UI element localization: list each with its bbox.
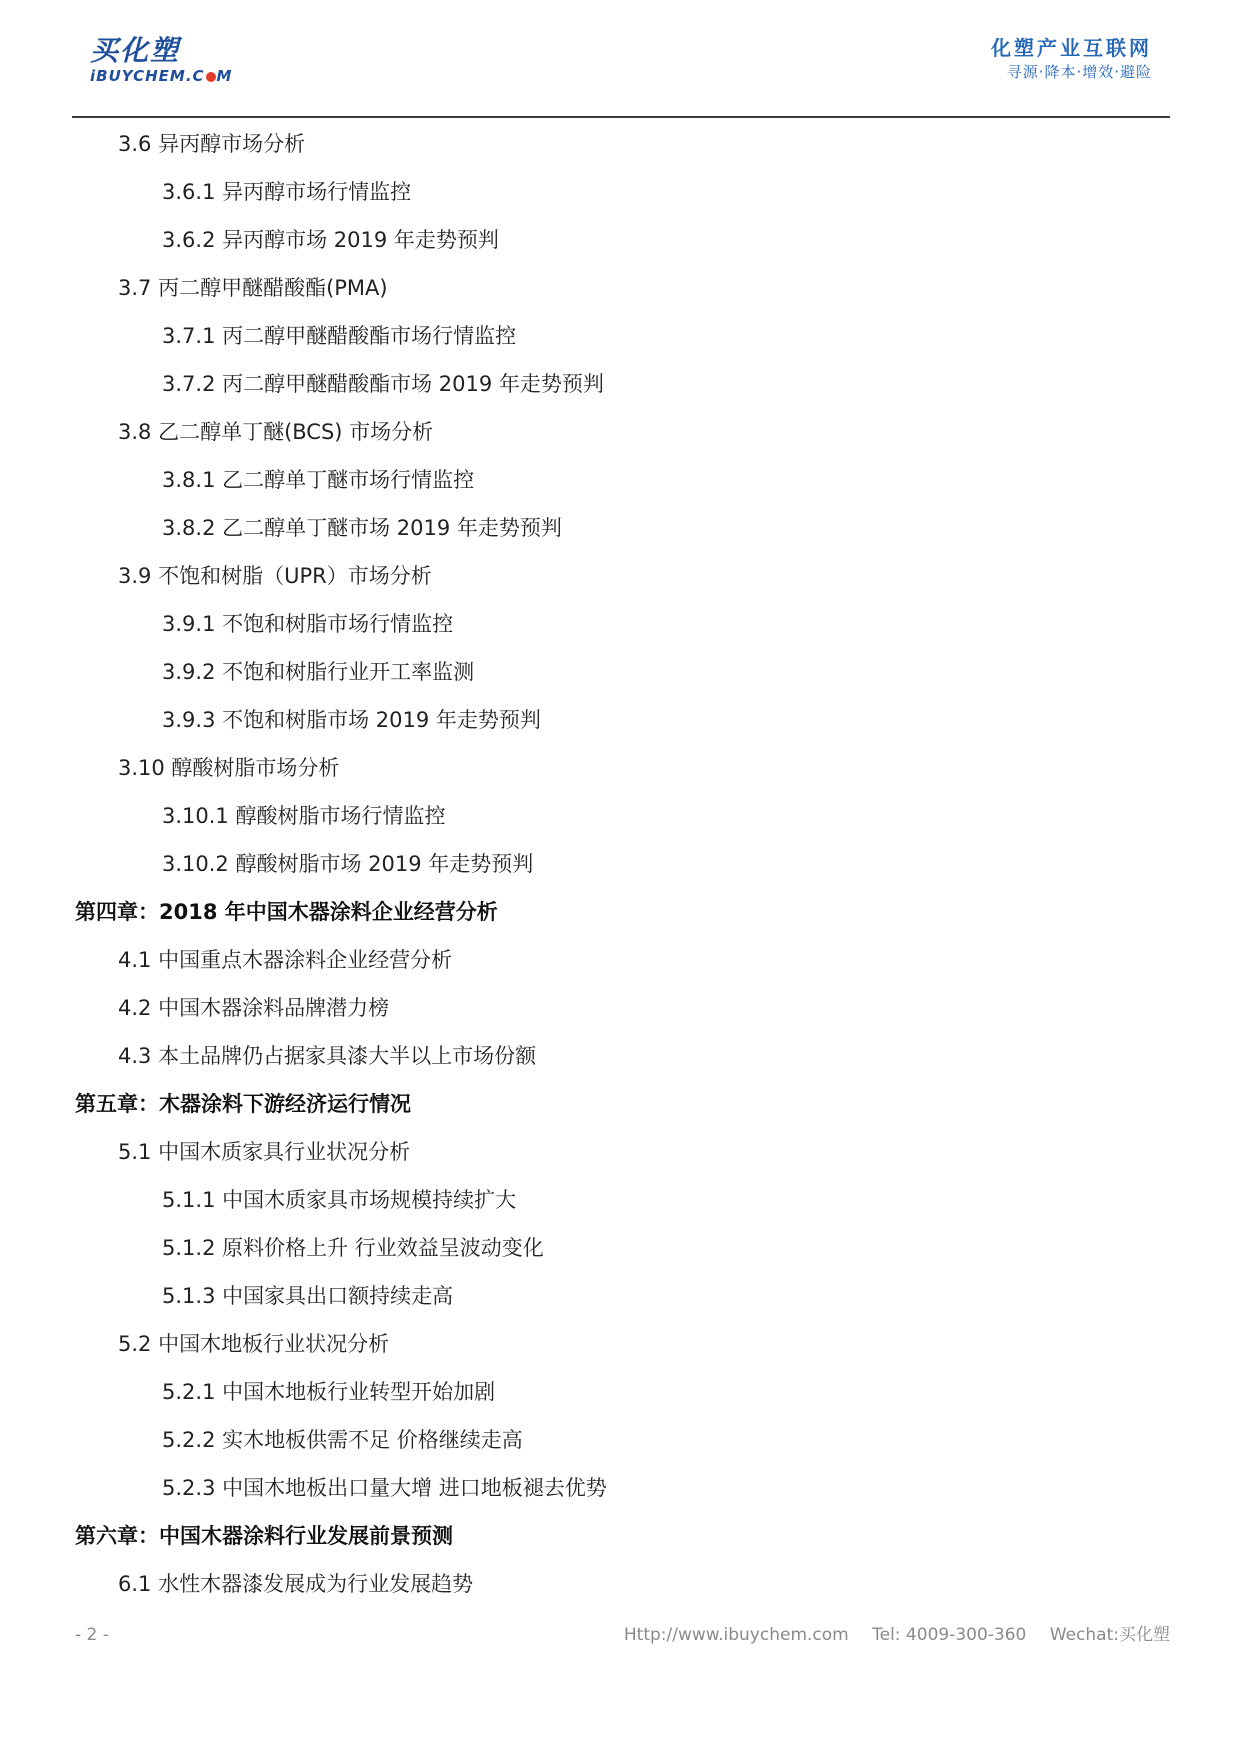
toc-entry: 3.6 异丙醇市场分析 [118,132,306,156]
toc-entry: 6.1 水性木器漆发展成为行业发展趋势 [118,1572,474,1596]
toc-entry: 4.3 本土品牌仍占据家具漆大半以上市场份额 [118,1044,537,1068]
logo-dot-icon [206,72,216,82]
toc-entry: 3.7.1 丙二醇甲醚醋酸酯市场行情监控 [162,324,517,348]
logo-english-right: M [216,67,233,85]
toc-entry: 3.9.3 不饱和树脂市场 2019 年走势预判 [162,708,541,732]
toc-entry: 3.8.1 乙二醇单丁醚市场行情监控 [162,468,475,492]
toc-entry: 5.2.3 中国木地板出口量大增 进口地板褪去优势 [162,1476,607,1500]
toc-entry: 3.9 不饱和树脂（UPR）市场分析 [118,564,432,588]
logo-english-text [90,68,232,84]
toc-entry: 5.2 中国木地板行业状况分析 [118,1332,390,1356]
toc-entry: 3.9.1 不饱和树脂市场行情监控 [162,612,454,636]
page-header [72,30,1170,118]
toc-entry: 3.6.2 异丙醇市场 2019 年走势预判 [162,228,499,252]
toc-entry: 4.1 中国重点木器涂料企业经营分析 [118,948,453,972]
toc-entry: 3.8 乙二醇单丁醚(BCS) 市场分析 [118,420,434,444]
toc-entry: 3.10.2 醇酸树脂市场 2019 年走势预判 [162,852,534,876]
toc-entry: 5.2.2 实木地板供需不足 价格继续走高 [162,1428,523,1452]
logo-english-left: iBUYCHEM.C [90,67,205,85]
toc-entry: 3.10 醇酸树脂市场分析 [118,756,340,780]
toc-entry: 4.2 中国木器涂料品牌潜力榜 [118,996,390,1020]
toc-entry: 5.1 中国木质家具行业状况分析 [118,1140,411,1164]
footer-contact [606,1620,1170,1650]
ibuychem-logo [90,34,232,84]
toc-entry: 5.1.3 中国家具出口额持续走高 [162,1284,454,1308]
footer-wechat: Wechat:买化塑 [1049,1625,1170,1645]
footer-url[interactable]: Http://www.ibuychem.com [623,1625,849,1645]
toc-entry: 5.2.1 中国木地板行业转型开始加剧 [162,1380,496,1404]
logo-chinese-text: 买化塑 [90,34,181,67]
toc-entry: 5.1.1 中国木质家具市场规模持续扩大 [162,1188,517,1212]
footer-tel: Tel: 4009-300-360 [872,1625,1027,1645]
header-slogan [991,34,1152,82]
toc-chapter: 第五章：木器涂料下游经济运行情况 [75,1092,411,1116]
page-footer [75,1620,1170,1650]
toc-chapter: 第六章：中国木器涂料行业发展前景预测 [75,1524,453,1548]
toc-chapter: 第四章：2018 年中国木器涂料企业经营分析 [75,900,498,924]
slogan-main: 化塑产业互联网 [991,36,1152,60]
slogan-sub: 寻源·降本·增效·避险 [1006,63,1152,81]
toc-entry: 3.10.1 醇酸树脂市场行情监控 [162,804,446,828]
toc-entry: 3.6.1 异丙醇市场行情监控 [162,180,412,204]
toc-entry: 3.8.2 乙二醇单丁醚市场 2019 年走势预判 [162,516,562,540]
page-number: - 2 - [75,1625,109,1645]
toc-entry: 5.1.2 原料价格上升 行业效益呈波动变化 [162,1236,544,1260]
toc-entry: 3.7 丙二醇甲醚醋酸酯(PMA) [118,276,388,300]
toc-entry: 3.9.2 不饱和树脂行业开工率监测 [162,660,475,684]
toc-entry: 3.7.2 丙二醇甲醚醋酸酯市场 2019 年走势预判 [162,372,604,396]
